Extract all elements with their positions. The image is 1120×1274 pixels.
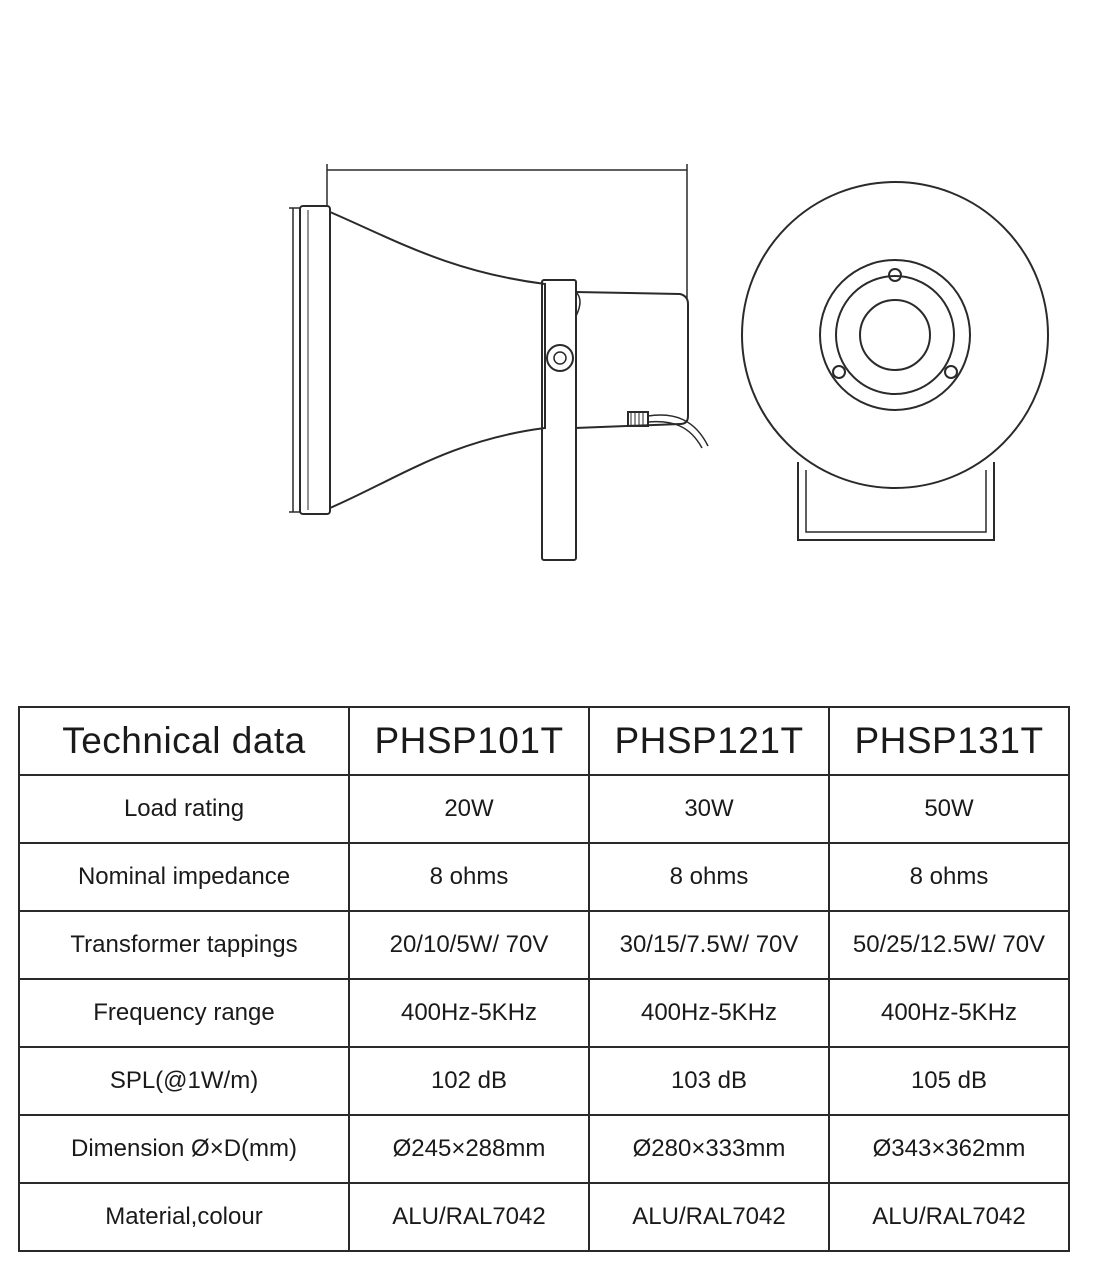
horn-speaker-side-view: [289, 164, 708, 560]
row-label: Nominal impedance: [19, 843, 349, 911]
cell-value: 400Hz-5KHz: [829, 979, 1069, 1047]
row-label: Transformer tappings: [19, 911, 349, 979]
cell-value: 8 ohms: [589, 843, 829, 911]
cell-value: ALU/RAL7042: [829, 1183, 1069, 1251]
cell-value: ALU/RAL7042: [349, 1183, 589, 1251]
horn-body: [330, 212, 545, 508]
cell-value: 30W: [589, 775, 829, 843]
cell-value: 105 dB: [829, 1047, 1069, 1115]
cell-value: 20W: [349, 775, 589, 843]
table-row: [19, 1047, 1069, 1115]
table-row: [19, 911, 1069, 979]
cell-value: 8 ohms: [829, 843, 1069, 911]
row-label: Dimension Ø×D(mm): [19, 1115, 349, 1183]
cell-value: 30/15/7.5W/ 70V: [589, 911, 829, 979]
row-label: Frequency range: [19, 979, 349, 1047]
table-row: [19, 979, 1069, 1047]
cell-value: 400Hz-5KHz: [349, 979, 589, 1047]
table-row: [19, 1115, 1069, 1183]
horn-mouth-circle: [742, 182, 1048, 488]
cell-value: 50/25/12.5W/ 70V: [829, 911, 1069, 979]
cell-value: 20/10/5W/ 70V: [349, 911, 589, 979]
header-model: PHSP121T: [589, 707, 829, 775]
cell-value: 8 ohms: [349, 843, 589, 911]
cell-value: 103 dB: [589, 1047, 829, 1115]
driver-housing: [575, 292, 688, 428]
cable: [648, 415, 708, 446]
cell-value: Ø343×362mm: [829, 1115, 1069, 1183]
horn-front-rim: [300, 206, 330, 514]
horn-speaker-front-view: [742, 182, 1048, 540]
cell-value: Ø245×288mm: [349, 1115, 589, 1183]
cell-value: ALU/RAL7042: [589, 1183, 829, 1251]
cell-value: 400Hz-5KHz: [589, 979, 829, 1047]
table-row: [19, 843, 1069, 911]
header-model: PHSP131T: [829, 707, 1069, 775]
cell-value: Ø280×333mm: [589, 1115, 829, 1183]
row-label: Material,colour: [19, 1183, 349, 1251]
bracket-knob: [547, 345, 573, 371]
technical-data-table: [18, 706, 1070, 1252]
row-label: SPL(@1W/m): [19, 1047, 349, 1115]
header-model: PHSP101T: [349, 707, 589, 775]
table-header-row: [19, 707, 1069, 775]
row-label: Load rating: [19, 775, 349, 843]
header-technical-data: Technical data: [19, 707, 349, 775]
cell-value: 50W: [829, 775, 1069, 843]
table-row: [19, 1183, 1069, 1251]
cell-value: 102 dB: [349, 1047, 589, 1115]
table-row: [19, 775, 1069, 843]
mounting-bracket: [542, 280, 576, 560]
